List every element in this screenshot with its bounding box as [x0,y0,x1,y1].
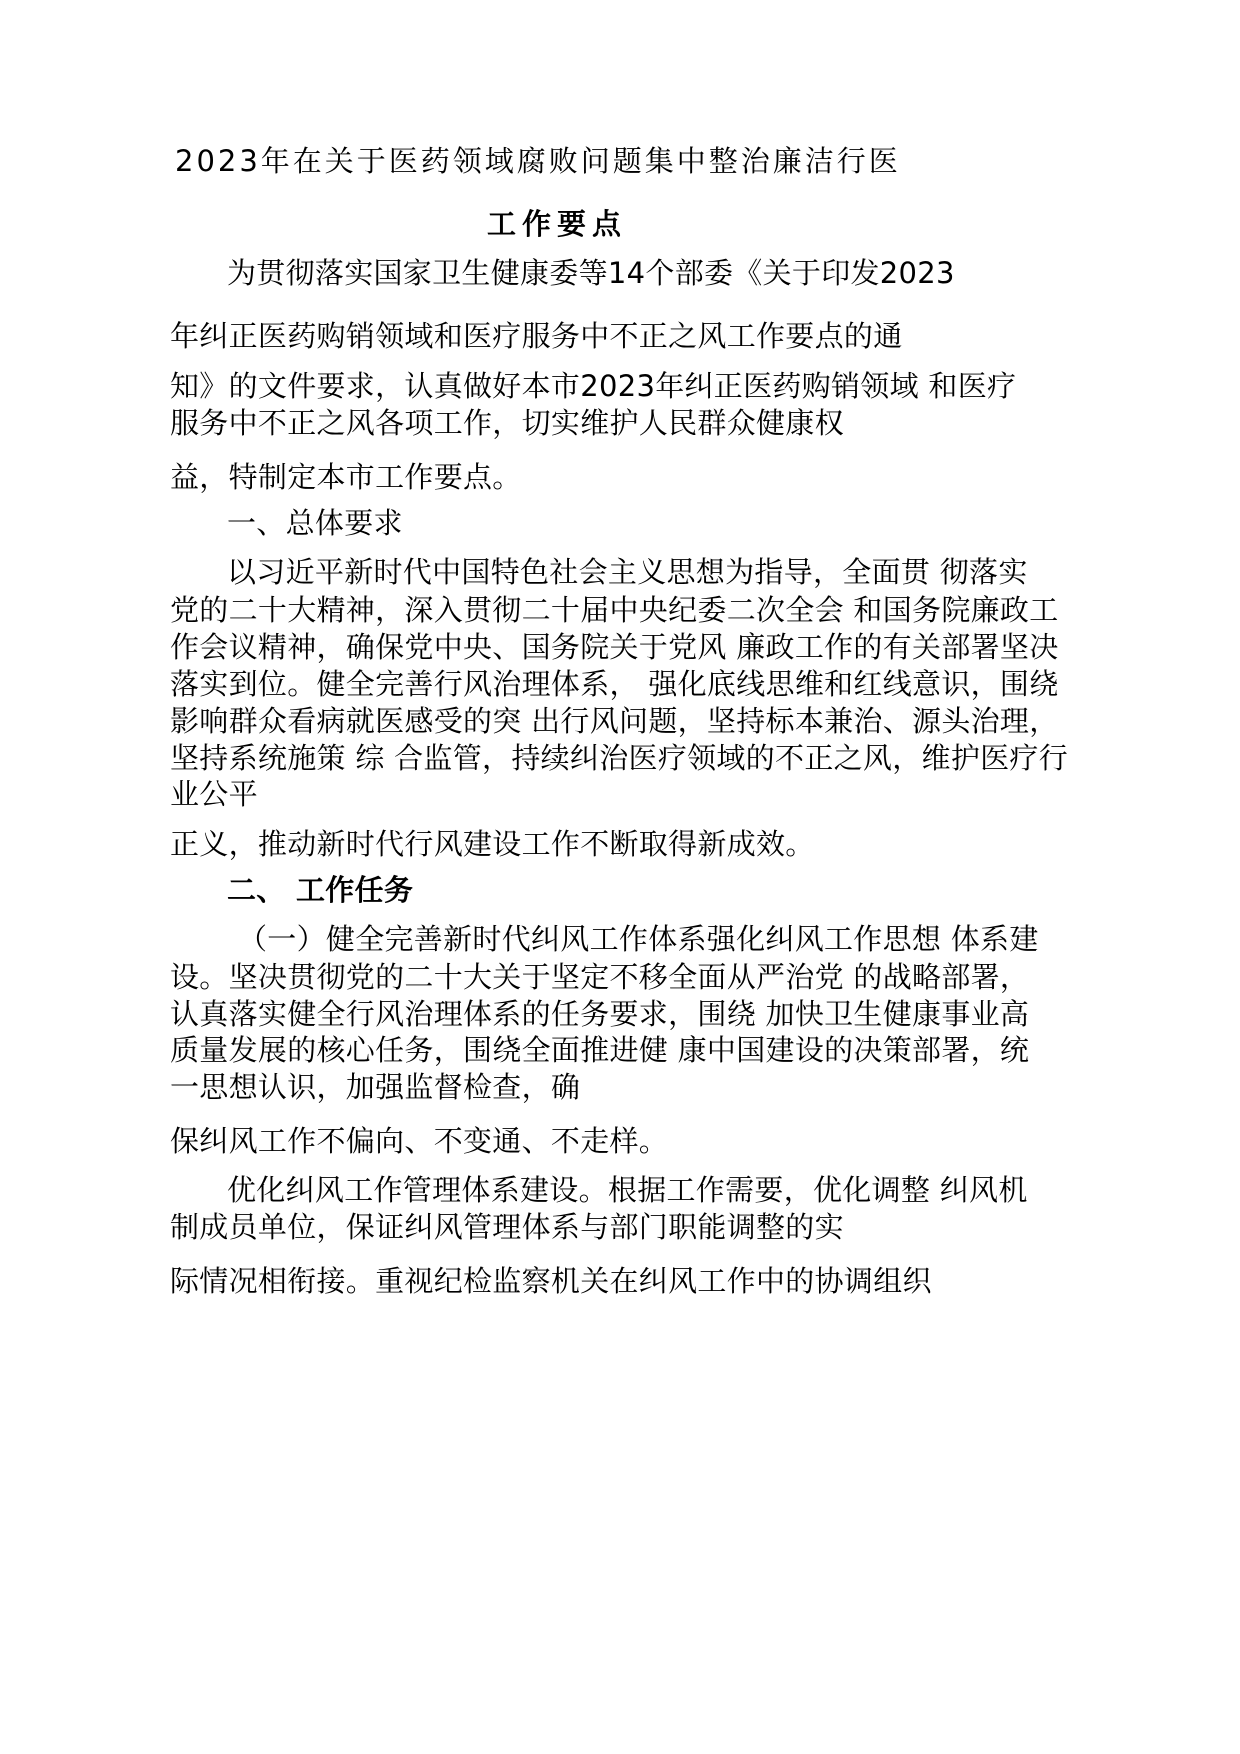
paragraph-line: 质量发展的核心任务，围绕全面推进健 康中国建设的决策部署，统 [170,1033,1030,1067]
paragraph-line: 制成员单位，保证纠风管理体系与部门职能调整的实 [170,1210,844,1244]
paragraph-line: 知》的文件要求，认真做好本市2023年纠正医药购销领域 和医疗 [170,369,1017,403]
paragraph-line: 保纠风工作不偏向、不变通、不走样。 [170,1124,669,1158]
paragraph-line: 落实到位。健全完善行风治理体系， 强化底线思维和红线意识，围绕 [170,667,1059,701]
paragraph-line: 业公平 [170,777,258,811]
paragraph-line: 党的二十大精神，深入贯彻二十届中央纪委二次全会 和国务院廉政工 [170,593,1059,627]
document-title-line-2: 工作要点 [487,207,628,241]
paragraph-line: 服务中不正之风各项工作，切实维护人民群众健康权 [170,406,844,440]
paragraph-line: 为贯彻落实国家卫生健康委等14个部委《关于印发2023 [227,256,955,290]
paragraph-line: 优化纠风工作管理体系建设。根据工作需要，优化调整 纠风机 [227,1173,1028,1207]
paragraph-line: 作会议精神，确保党中央、国务院关于党风 廉政工作的有关部署坚决 [170,630,1059,664]
paragraph-line: 认真落实健全行风治理体系的任务要求，围绕 加快卫生健康事业高 [170,997,1030,1031]
paragraph-line: 设。坚决贯彻党的二十大关于坚定不移全面从严治党 的战略部署， [170,960,1030,994]
section-heading: 二、 工作任务 [227,873,414,907]
paragraph-line: 年纠正医药购销领域和医疗服务中不正之风工作要点的通 [170,319,903,353]
section-heading: 一、总体要求 [227,506,403,540]
paragraph-line: 影响群众看病就医感受的突 出行风问题，坚持标本兼治、源头治理， [170,704,1059,738]
paragraph-line: 际情况相衔接。重视纪检监察机关在纠风工作中的协调组织 [170,1264,932,1298]
document-title-line-1: 2023年在关于医药领域腐败问题集中整治廉洁行医 [175,144,901,178]
paragraph-line: （一）健全完善新时代纠风工作体系强化纠风工作思想 体系建 [238,922,1039,956]
paragraph-line: 以习近平新时代中国特色社会主义思想为指导，全面贯 彻落实 [227,555,1028,589]
paragraph-line: 坚持系统施策 综 合监管，持续纠治医疗领域的不正之风，维护医疗行 [170,741,1069,775]
paragraph-line: 正义，推动新时代行风建设工作不断取得新成效。 [170,827,815,861]
paragraph-line: 益，特制定本市工作要点。 [170,460,522,494]
paragraph-line: 一思想认识，加强监督检查，确 [170,1070,581,1104]
